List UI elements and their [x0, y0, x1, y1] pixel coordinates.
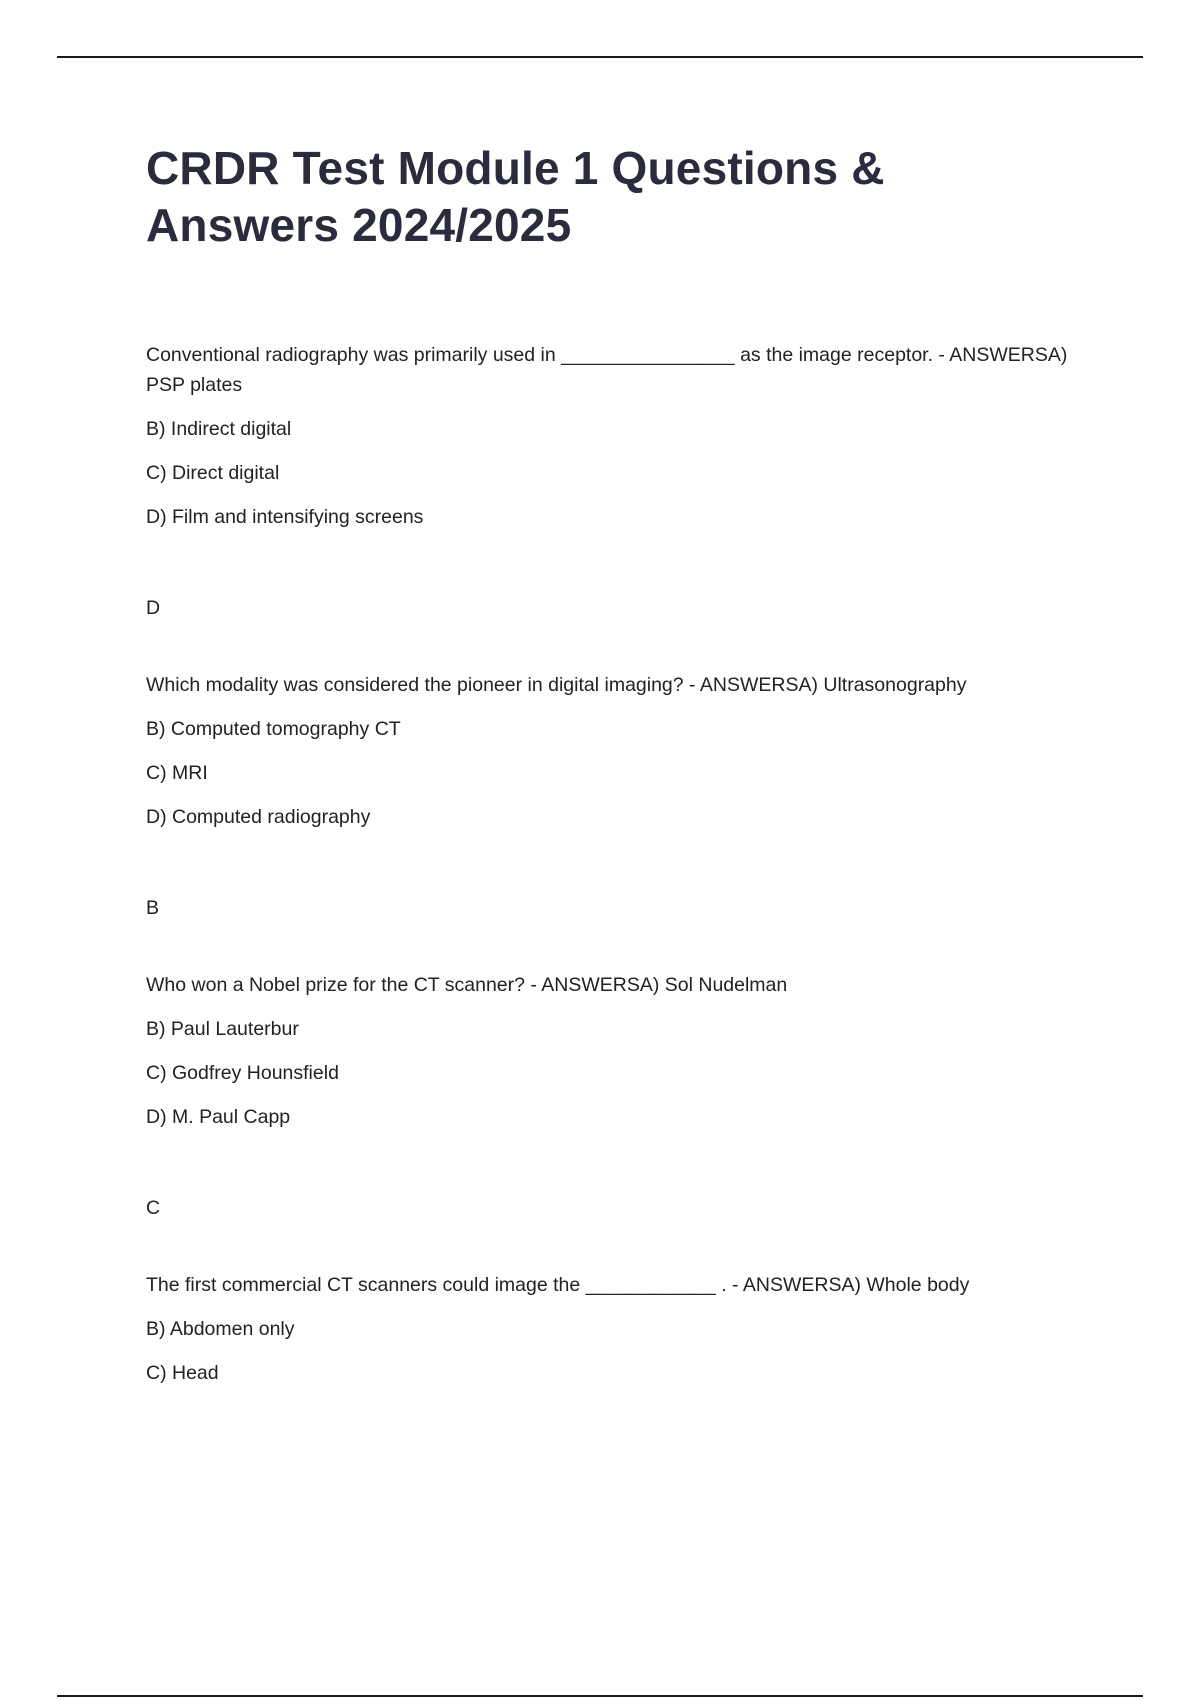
question-option: C) MRI: [146, 762, 208, 784]
footer-rule: [57, 1695, 1143, 1697]
question-block: [146, 670, 1086, 970]
question-option: B) Computed tomography CT: [146, 718, 401, 740]
question-option: C) Godfrey Hounsfield: [146, 1062, 339, 1084]
question-option: C) Direct digital: [146, 462, 280, 484]
question-list: [146, 340, 1086, 1388]
question-prompt: The first commercial CT scanners could image the ____________ . - ANSWERSA) Whole body: [146, 1274, 970, 1296]
document-title: [146, 140, 1086, 254]
question-option: D) Computed radiography: [146, 806, 371, 828]
question-block: [146, 1270, 1086, 1388]
question-option: B) Indirect digital: [146, 418, 292, 440]
question-prompt: Who won a Nobel prize for the CT scanner? - ANSWERSA) Sol Nudelman: [146, 974, 788, 996]
header-rule: [57, 56, 1143, 58]
question-answer: D: [146, 597, 161, 619]
document-body: [146, 140, 1086, 1388]
question-answer: B: [146, 897, 160, 919]
question-block: [146, 970, 1086, 1270]
question-prompt: Conventional radiography was primarily used in ________________ as the image receptor. - ANSWERSA) PSP plates: [146, 344, 1068, 396]
question-option: D) Film and intensifying screens: [146, 506, 424, 528]
question-option: B) Abdomen only: [146, 1318, 295, 1340]
question-option: B) Paul Lauterbur: [146, 1018, 299, 1040]
question-option: C) Head: [146, 1362, 219, 1384]
question-block: [146, 340, 1086, 670]
title-line-2: Answers 2024/2025: [146, 199, 572, 251]
title-line-1: CRDR Test Module 1 Questions &: [146, 142, 885, 194]
question-prompt: Which modality was considered the pioneer in digital imaging? - ANSWERSA) Ultrasonography: [146, 674, 967, 696]
question-answer: C: [146, 1197, 161, 1219]
question-option: D) M. Paul Capp: [146, 1106, 291, 1128]
